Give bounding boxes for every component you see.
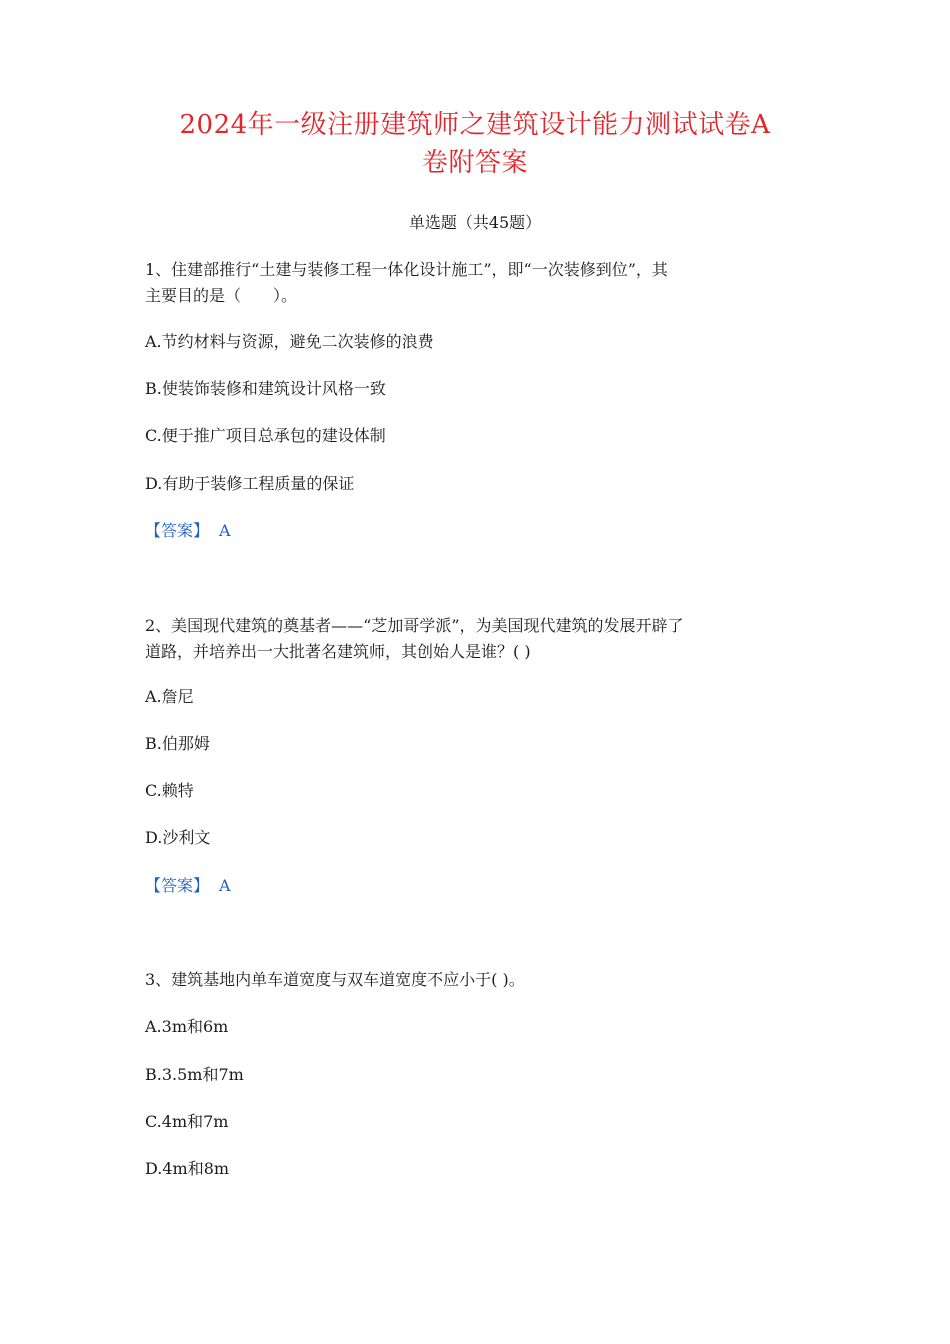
- question-3-option-b: B.3.5m和7m: [145, 1065, 244, 1084]
- question-1-answer: [145, 519, 825, 543]
- question-1-option-a: A.节约材料与资源，避免二次装修的浪费: [145, 332, 434, 351]
- question-2-stem-line-1: 2、美国现代建筑的奠基者——“芝加哥学派”，为美国现代建筑的发展开辟了: [145, 616, 684, 635]
- question-2-option-d: D.沙利文: [145, 828, 211, 847]
- question-3-option-c: C.4m和7m: [145, 1112, 229, 1131]
- question-1-option-c: C.便于推广项目总承包的建设体制: [145, 426, 386, 445]
- answer-value: A: [219, 521, 231, 540]
- question-2-option-b: B.伯那姆: [145, 734, 210, 753]
- question-2-stem-line-2: 道路，并培养出一大批著名建筑师，其创始人是谁？( ): [145, 642, 531, 661]
- document-title: [120, 106, 830, 182]
- question-2-option-c: C.赖特: [145, 781, 194, 800]
- question-3-stem-line-1: 3、建筑基地内单车道宽度与双车道宽度不应小于( )。: [145, 970, 525, 989]
- section-heading: 单选题（共45题）: [408, 213, 542, 232]
- question-1-stem-line-1: 1、住建部推行“土建与装修工程一体化设计施工”，即“一次装修到位”，其: [145, 260, 668, 279]
- title-line-2: 卷附答案: [421, 148, 528, 178]
- question-1-option-d: D.有助于装修工程质量的保证: [145, 474, 355, 493]
- question-1-option-b: B.使装饰装修和建筑设计风格一致: [145, 379, 386, 398]
- answer-label: 【答案】: [145, 521, 210, 540]
- question-3-option-d: D.4m和8m: [145, 1159, 230, 1178]
- question-3-option-a: A.3m和6m: [145, 1017, 229, 1036]
- question-2-answer: [145, 874, 825, 898]
- answer-value: A: [219, 876, 231, 895]
- answer-label: 【答案】: [145, 876, 210, 895]
- question-1-stem-line-2: 主要目的是（ ）。: [145, 286, 298, 305]
- question-2-option-a: A.詹尼: [145, 687, 194, 706]
- title-line-1: 2024年一级注册建筑师之建筑设计能力测试试卷A: [179, 110, 771, 140]
